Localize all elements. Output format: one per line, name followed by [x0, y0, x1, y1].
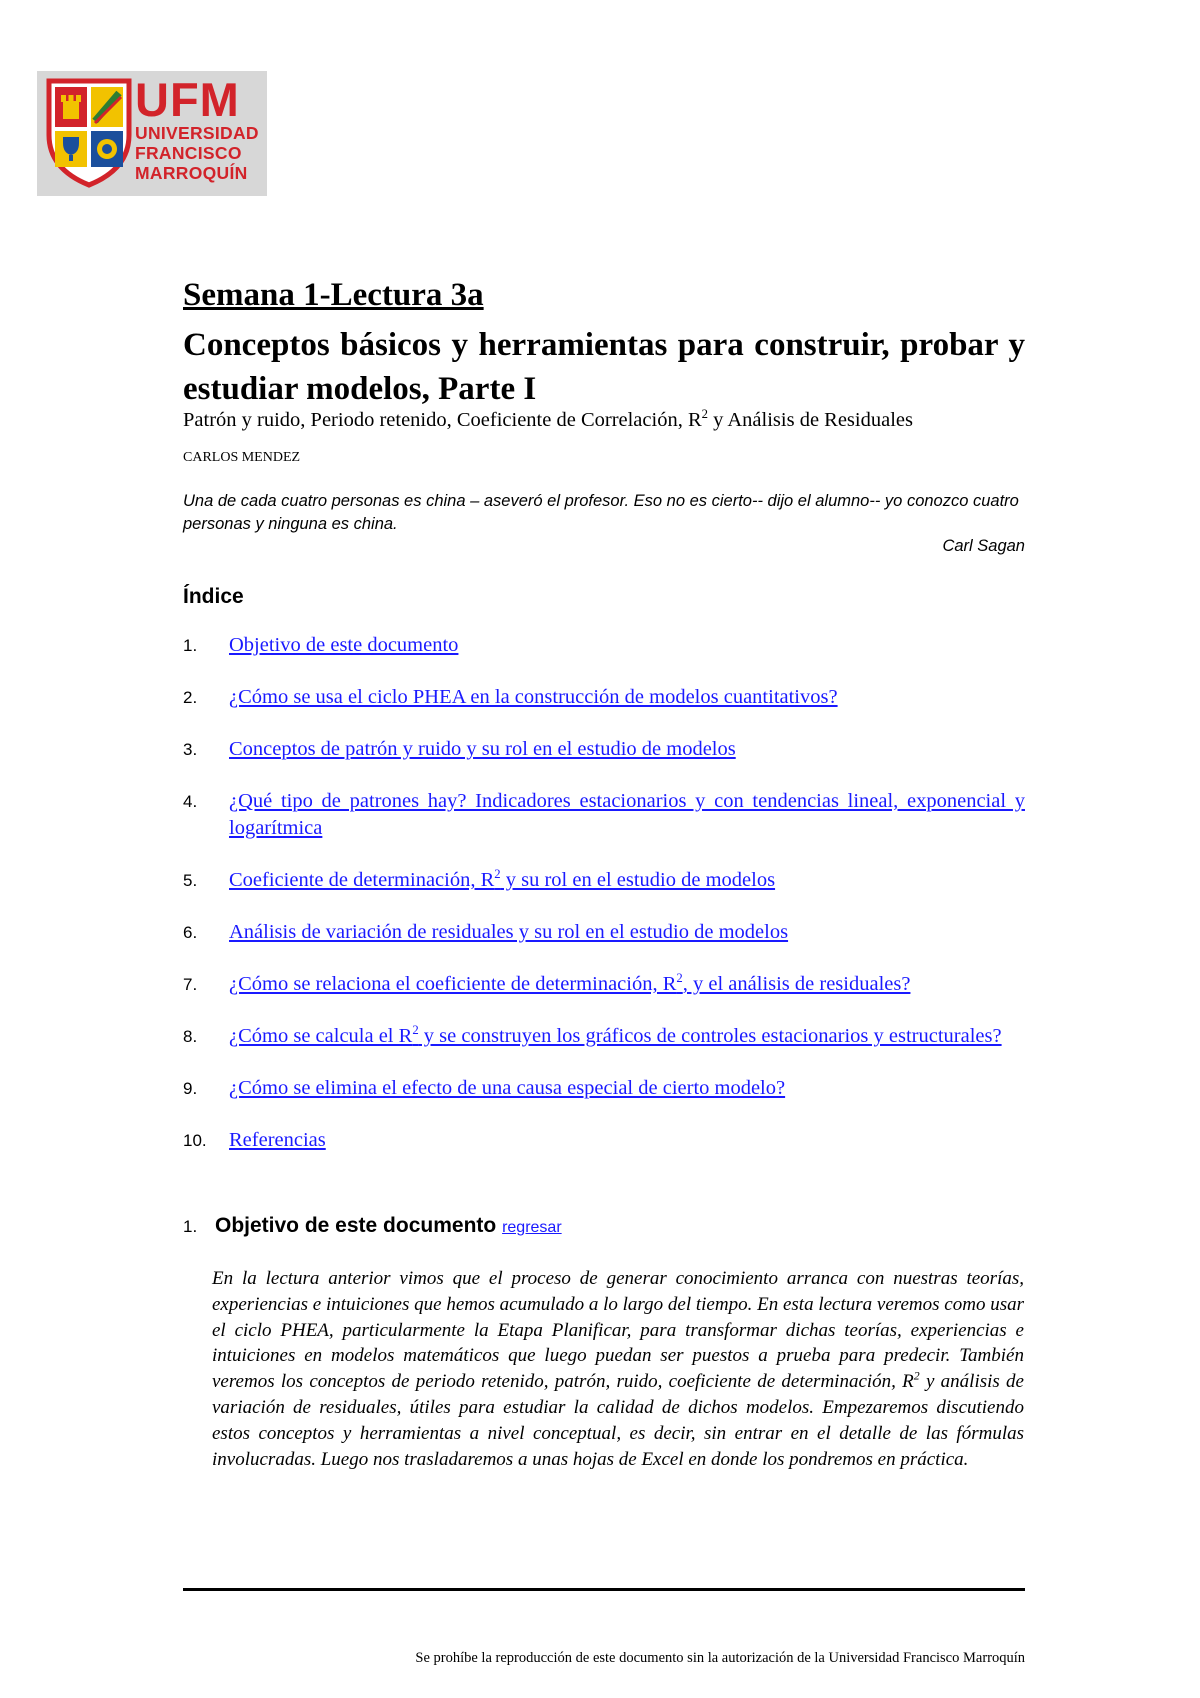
toc-number: 5.: [183, 871, 198, 890]
toc-link-relacion[interactable]: ¿Cómo se relaciona el coeficiente de determinación, $R^2$, y el análisis de residuales?: [229, 971, 911, 995]
toc-item: [183, 1023, 1025, 1050]
toc-item: [183, 736, 1025, 763]
logo-line-2: FRANCISCO: [135, 143, 242, 163]
logo-brand: UFM: [135, 73, 240, 126]
toc-item: [183, 788, 1025, 842]
page-subtitle: Conceptos básicos y herramientas para construir, probar y estudiar modelos, Parte I: [183, 327, 1025, 407]
topics-text: Patrón y ruido, Periodo retenido, Coeficiente de Correlación, R: [183, 409, 702, 431]
topics-superscript: 2: [701, 407, 708, 422]
toc-number: 6.: [183, 923, 198, 942]
author-name: CARLOS MENDEZ: [183, 450, 301, 465]
university-logo: [37, 71, 267, 196]
footer-divider: [183, 1588, 1025, 1591]
toc-number: 10.: [183, 1131, 207, 1150]
logo-line-3: MARROQUÍN: [135, 163, 248, 183]
toc-item: [183, 1075, 1025, 1102]
section-number: 1.: [183, 1217, 198, 1236]
toc-item: [183, 867, 1025, 894]
toc-link-residuales[interactable]: Análisis de variación de residuales y su rol en el estudio de modelos: [229, 921, 789, 943]
toc-number: 7.: [183, 975, 198, 994]
toc-link-referencias[interactable]: Referencias: [229, 1129, 326, 1151]
toc-item: [183, 971, 1025, 998]
toc-link-objetivo[interactable]: Objetivo de este documento: [229, 634, 459, 656]
toc-number: 4.: [183, 792, 198, 811]
toc-link-coeficiente[interactable]: Coeficiente de determinación, $R^2$ y su rol en el estudio de modelos: [229, 867, 776, 891]
toc-item: [183, 919, 1025, 946]
page-title: Semana 1-Lectura 3a: [183, 277, 484, 313]
toc-number: 2.: [183, 688, 198, 707]
topics-text-end: y Análisis de Residuales: [708, 409, 913, 431]
section-body: En la lectura anterior vimos que el proceso de generar conocimiento arranca con nuestras teorías, experiencias e intuiciones que hemos acumulado a lo largo del tiempo. En esta lectura veremos como usar el ciclo PHEA, particularmente la Etapa Planificar, para transformar dichas teorías, experiencias e intuiciones en modelos matemáticos que luego puedan ser puestos a prueba para predecir. También veremos los conceptos de periodo retenido, patrón, ruido, coeficiente de determinación, $R^2$ y análisis de variación de residuales, útiles para estudiar la calidad de dichos modelos. Empezaremos discutiendo estos conceptos y herramientas a nivel conceptual, es decir, sin entrar en el detalle de las fórmulas involucradas. Luego nos trasladaremos a unas hojas de Excel en donde los pondremos en práctica.: [212, 1268, 1024, 1470]
toc-item: [183, 632, 1025, 659]
epigraph-quote: Una de cada cuatro personas es china – aseveró el profesor. Eso no es cierto-- dijo el alumno-- yo conozco cuatro personas y ninguna es china.: [183, 492, 1019, 533]
toc-link-ciclo-phea[interactable]: ¿Cómo se usa el ciclo PHEA en la construcción de modelos cuantitativos?: [229, 686, 838, 708]
footer-notice: Se prohíbe la reproducción de este documento sin la autorización de la Universidad Francisco Marroquín: [415, 1650, 1025, 1666]
toc-link-causa-especial[interactable]: ¿Cómo se elimina el efecto de una causa especial de cierto modelo?: [229, 1077, 786, 1099]
section-title: Objetivo de este documento: [215, 1214, 497, 1237]
toc-number: 3.: [183, 740, 198, 759]
toc-number: 8.: [183, 1027, 198, 1046]
epigraph-author: Carl Sagan: [942, 537, 1025, 555]
university-shield-icon: [45, 77, 133, 189]
back-link[interactable]: regresar: [502, 1219, 562, 1236]
toc-link-calculo[interactable]: ¿Cómo se calcula el $R^2$ y se construyen los gráficos de controles estacionarios y estructurales?: [229, 1023, 1002, 1047]
section-heading: [183, 1214, 562, 1238]
toc-link-patron-ruido[interactable]: Conceptos de patrón y ruido y su rol en el estudio de modelos: [229, 738, 736, 760]
index-heading: Índice: [183, 585, 244, 608]
toc-item: [183, 1127, 1025, 1154]
table-of-contents: [183, 632, 1025, 1179]
toc-number: 9.: [183, 1079, 198, 1098]
toc-number: 1.: [183, 636, 198, 655]
topics-line: [183, 407, 913, 433]
logo-line-1: UNIVERSIDAD: [135, 123, 259, 143]
toc-link-tipos-patrones[interactable]: ¿Qué tipo de patrones hay? Indicadores estacionarios y con tendencias lineal, exponencial y logarítmica: [229, 790, 1025, 839]
toc-item: [183, 684, 1025, 711]
